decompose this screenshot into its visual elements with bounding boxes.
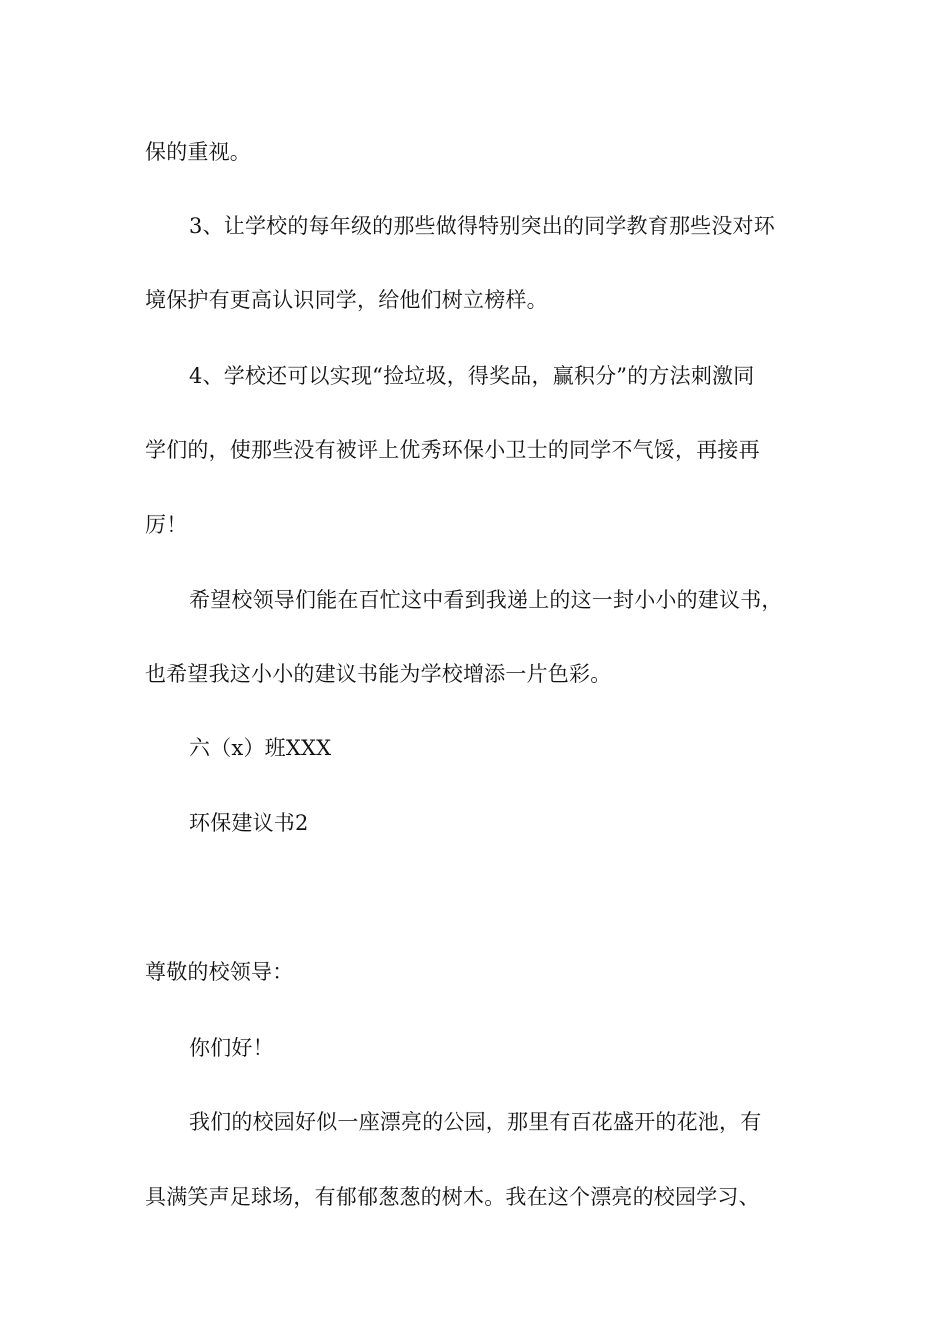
paragraph-campus: 我们的校园好似一座漂亮的公园，那里有百花盛开的花池，有 [189, 1110, 762, 1134]
salutation: 尊敬的校领导： [145, 960, 294, 984]
paragraph-item-4: 4、学校还可以实现“捡垃圾，得奖品，赢积分”的方法刺激同 [189, 364, 755, 388]
text-line-5: 学们的，使那些没有被评上优秀环保小卫士的同学不气馁，再接再 [145, 438, 760, 462]
text-line-14: 具满笑声足球场，有郁郁葱葱的树木。我在这个漂亮的校园学习、 [145, 1185, 760, 1209]
paragraph-hope: 希望校领导们能在百忙这中看到我递上的这一封小小的建议书， [189, 588, 783, 612]
greeting: 你们好！ [189, 1036, 274, 1060]
text-line-1: 保的重视。 [145, 140, 251, 164]
paragraph-item-3: 3、让学校的每年级的那些做得特别突出的同学教育那些没对环 [189, 214, 775, 238]
text-line-6: 厉！ [145, 513, 188, 537]
text-line-8: 也希望我这小小的建议书能为学校增添一片色彩。 [145, 662, 612, 686]
text-line-3: 境保护有更高认识同学，给他们树立榜样。 [145, 288, 548, 312]
section-heading: 环保建议书2 [189, 811, 309, 835]
signature-class: 六（x）班XXX [189, 736, 332, 760]
